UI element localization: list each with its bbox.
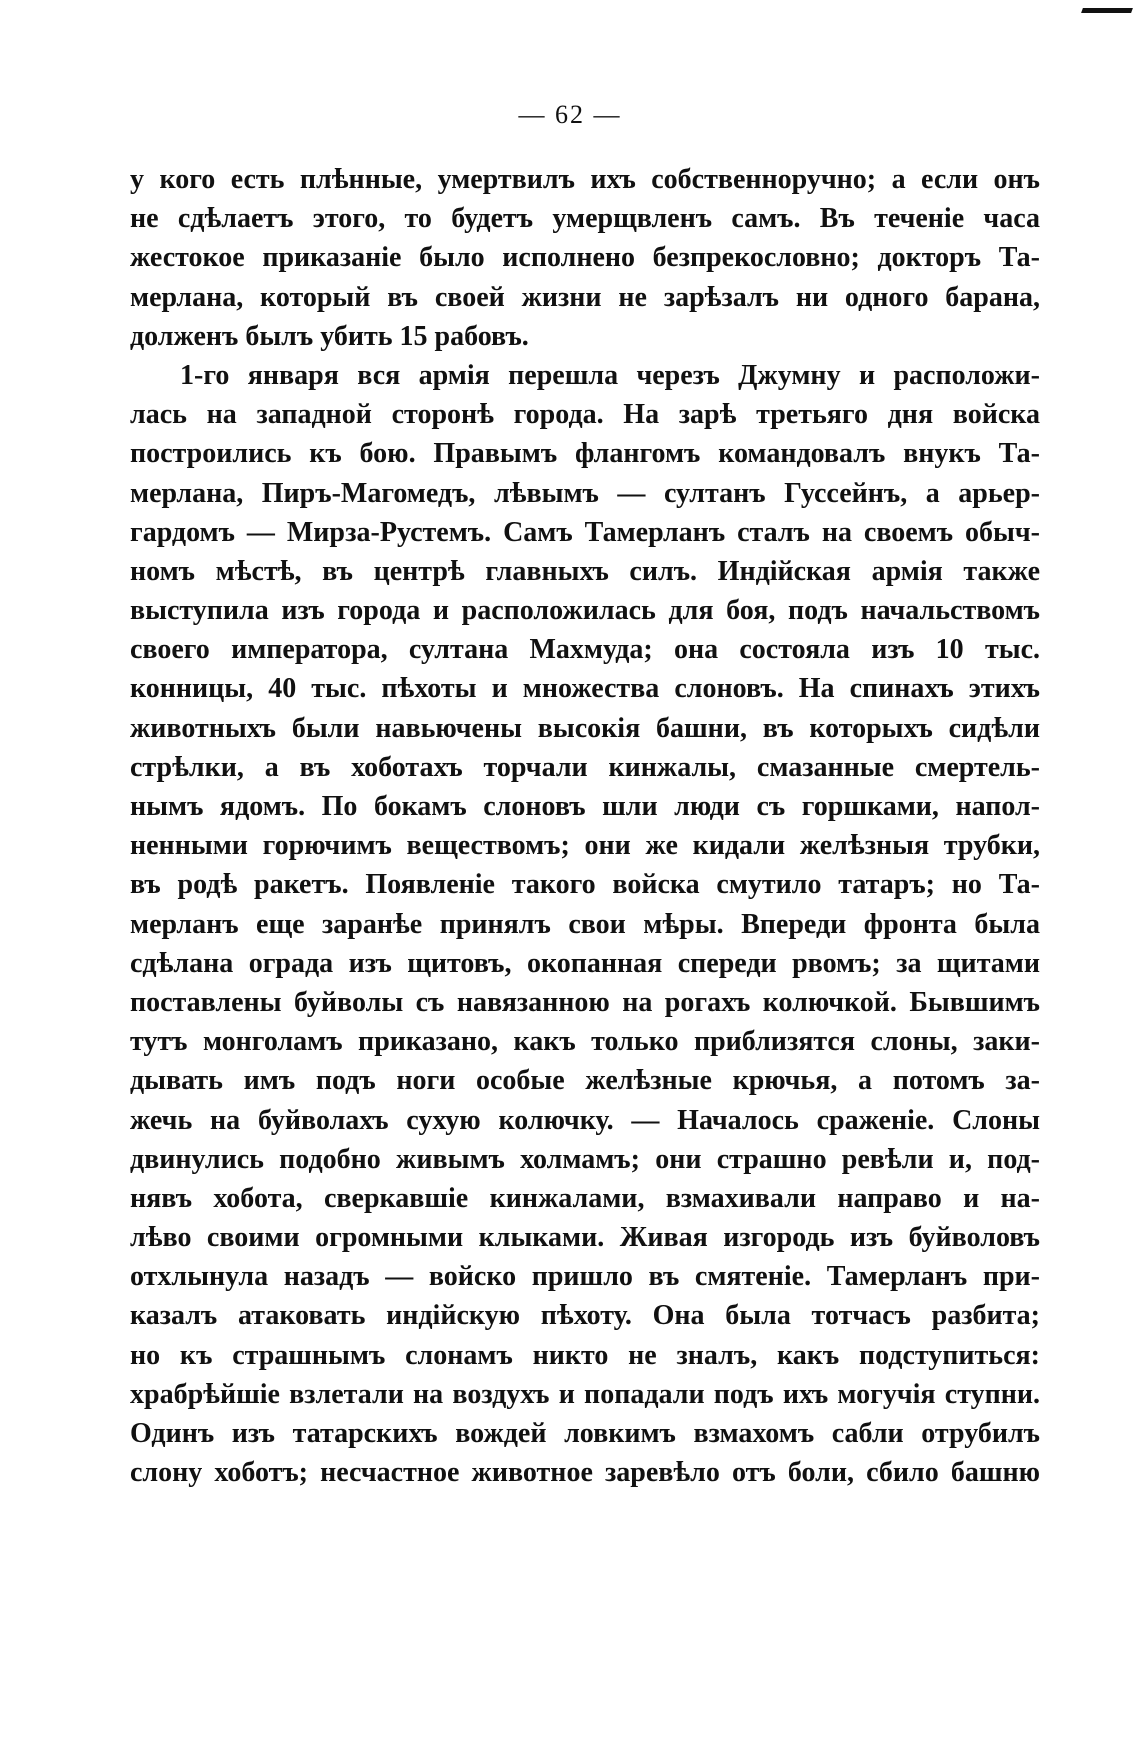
text-line: нявъ хобота, сверкавшіе кинжалами, взмахивали направо и на- bbox=[130, 1182, 1040, 1214]
text-line: но къ страшнымъ слонамъ никто не зналъ, какъ подступиться: bbox=[130, 1339, 1040, 1371]
page-number: — 62 — bbox=[518, 100, 622, 129]
text-line: животныхъ были навьючены высокія башни, въ которыхъ сидѣли bbox=[130, 712, 1040, 744]
text-line: своего императора, султана Махмуда; она состояла изъ 10 тыс. bbox=[130, 634, 1040, 666]
text-line: не сдѣлаетъ этого, то будетъ умерщвленъ самъ. Въ теченіе часа bbox=[130, 203, 1040, 235]
text-line: поставлены буйволы съ навязанною на рогахъ колючкой. Бывшимъ bbox=[130, 986, 1040, 1018]
text-line: тутъ монголамъ приказано, какъ только приблизятся слоны, заки- bbox=[130, 1026, 1040, 1058]
text-line: отхлынула назадъ — войско пришло въ смятеніе. Тамерланъ при- bbox=[130, 1261, 1040, 1293]
text-line: долженъ былъ убить 15 рабовъ. bbox=[130, 320, 529, 352]
text-line: выступила изъ города и расположилась для боя, подъ начальствомъ bbox=[130, 595, 1040, 627]
text-line: построились къ бою. Правымъ флангомъ командовалъ внукъ Та- bbox=[130, 438, 1040, 470]
text-line: Одинъ изъ татарскихъ вождей ловкимъ взмахомъ сабли отрубилъ bbox=[130, 1418, 1040, 1449]
text-line: гардомъ — Мирза-Рустемъ. Самъ Тамерланъ сталъ на своемъ обыч- bbox=[130, 516, 1040, 548]
text-line: казалъ атаковать индійскую пѣхоту. Она была тотчасъ разбита; bbox=[130, 1300, 1040, 1332]
text-line: ненными горючимъ веществомъ; они же кидали желѣзныя трубки, bbox=[130, 830, 1040, 862]
text-line: сдѣлана ограда изъ щитовъ, окопанная спереди рвомъ; за щитами bbox=[130, 947, 1040, 979]
text-line: мерлана, который въ своей жизни не зарѣзалъ ни одного барана, bbox=[130, 281, 1040, 313]
text-line: стрѣлки, а въ хоботахъ торчали кинжалы, смазанные смертель- bbox=[130, 751, 1040, 783]
text-line: слону хоботъ; несчастное животное заревѣло отъ боли, сбило башню bbox=[130, 1457, 1040, 1489]
text-line: нымъ ядомъ. По бокамъ слоновъ шли люди съ горшками, напол- bbox=[130, 791, 1040, 822]
text-line: жечь на буйволахъ сухую колючку. — Началось сраженіе. Слоны bbox=[130, 1104, 1040, 1136]
text-line: номъ мѣстѣ, въ центрѣ главныхъ силъ. Индійская армія также bbox=[130, 555, 1040, 587]
text-line: мерланъ еще заранѣе принялъ свои мѣры. Впереди фронта была bbox=[130, 908, 1040, 940]
text-line: конницы, 40 тыс. пѣхоты и множества слоновъ. На спинахъ этихъ bbox=[130, 673, 1040, 705]
text-line: мерлана, Пиръ-Магомедъ, лѣвымъ — султанъ Гуссейнъ, а арьер- bbox=[130, 477, 1040, 509]
text-line: лась на западной сторонѣ города. На зарѣ третьяго дня войска bbox=[130, 399, 1040, 431]
text-line: жестокое приказаніе было исполнено безпрекословно; докторъ Та- bbox=[130, 242, 1040, 274]
text-line: храбрѣйшіе взлетали на воздухъ и попадали подъ ихъ могучія ступни. bbox=[130, 1378, 1040, 1410]
text-line: лѣво своими огромными клыками. Живая изгородь изъ буйволовъ bbox=[130, 1222, 1040, 1254]
text-line: у кого есть плѣнные, умертвилъ ихъ собственноручно; а если онъ bbox=[130, 164, 1040, 195]
text-line: 1-го января вся армія перешла черезъ Джумну и расположи- bbox=[180, 359, 1040, 391]
text-line: дывать имъ подъ ноги особые желѣзные крючья, а потомъ за- bbox=[130, 1065, 1040, 1097]
body-text bbox=[130, 160, 1040, 1492]
scan-corner-mark bbox=[1081, 8, 1133, 13]
text-line: двинулись подобно живымъ холмамъ; они страшно ревѣли и, под- bbox=[130, 1143, 1040, 1175]
text-line: въ родѣ ракетъ. Появленіе такого войска смутило татаръ; но Та- bbox=[130, 869, 1040, 901]
